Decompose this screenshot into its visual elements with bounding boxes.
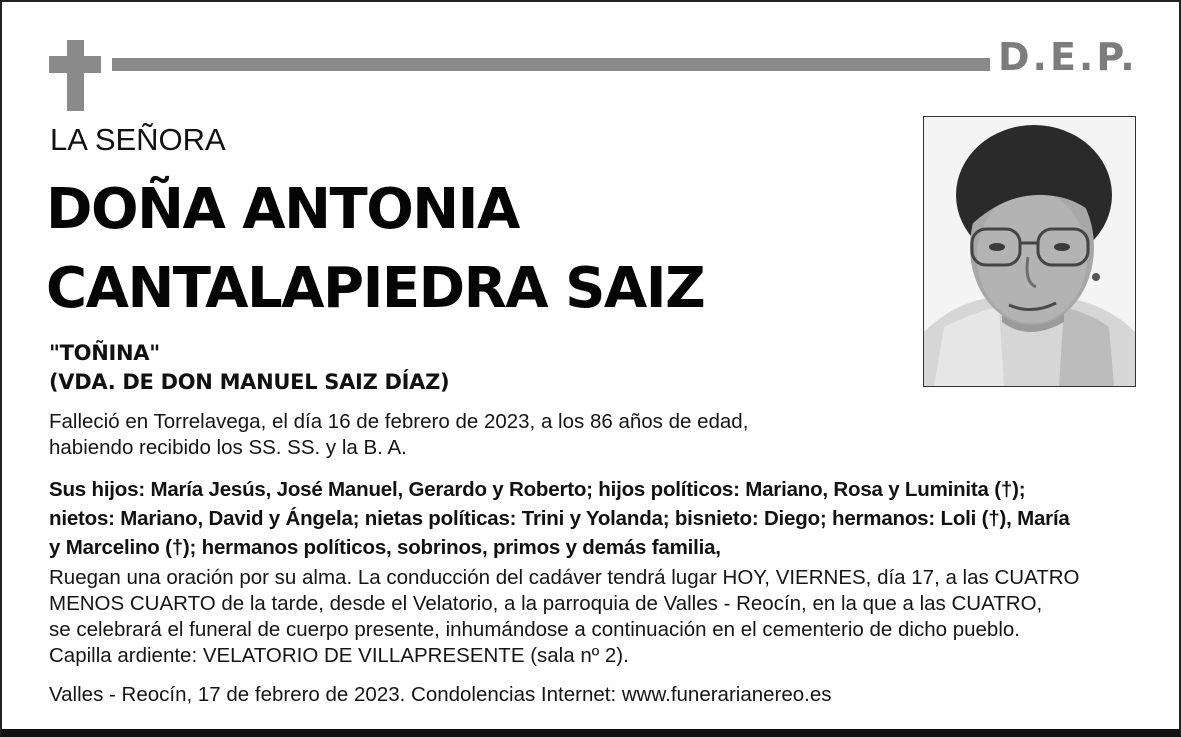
cross-icon: [67, 40, 84, 111]
widow-of: (VDA. DE DON MANUEL SAIZ DÍAZ): [49, 370, 450, 394]
death-notice-line: Falleció en Torrelavega, el día 16 de febrero de 2023, a los 86 años de edad,: [49, 410, 749, 433]
death-notice-line: habiendo recibido los SS. SS. y la B. A.: [49, 436, 407, 459]
nickname-block: [49, 339, 449, 397]
funeral-line: MENOS CUARTO de la tarde, desde el Velatorio, a la parroquia de Valles - Reocín, en la que a las CUATRO,: [49, 592, 1043, 615]
name-line-2: CANTALAPIEDRA SAIZ: [46, 256, 705, 321]
portrait-photo: [923, 116, 1136, 387]
family-line: y Marcelino (†); hermanos políticos, sobrinos, primos y demás familia,: [49, 536, 721, 559]
family-line: Sus hijos: María Jesús, José Manuel, Gerardo y Roberto; hijos políticos: Mariano, Rosa y Luminita (†);: [49, 478, 1026, 501]
nickname: "TOÑINA": [49, 341, 160, 365]
funeral-info: [49, 565, 1080, 669]
death-notice: [49, 409, 748, 461]
funeral-line: Ruegan una oración por su alma. La conducción del cadáver tendrá lugar HOY, VIERNES, día 17, a las CUATRO: [49, 566, 1080, 589]
header-rule: [112, 58, 990, 71]
funeral-line: se celebrará el funeral de cuerpo presente, inhumándose a continuación en el cementerio de dicho pueblo.: [49, 618, 1020, 641]
family-list: [49, 475, 1070, 562]
portrait-image: [924, 117, 1135, 386]
cross-icon-bar: [49, 56, 101, 73]
dep-label: D.E.P.: [998, 35, 1138, 79]
family-line: nietos: Mariano, David y Ángela; nietas políticas: Trini y Yolanda; bisnieto: Diego; hermanos: Loli (†), María: [49, 507, 1070, 530]
funeral-line: Capilla ardiente: VELATORIO DE VILLAPRESENTE (sala nº 2).: [49, 644, 629, 667]
name-line-1: DOÑA ANTONIA: [46, 177, 519, 242]
footer-condolences: Valles - Reocín, 17 de febrero de 2023. Condolencias Internet: www.funerarianereo.es: [49, 683, 832, 706]
deceased-name: [46, 170, 704, 328]
intro-label: LA SEÑORA: [50, 122, 226, 157]
